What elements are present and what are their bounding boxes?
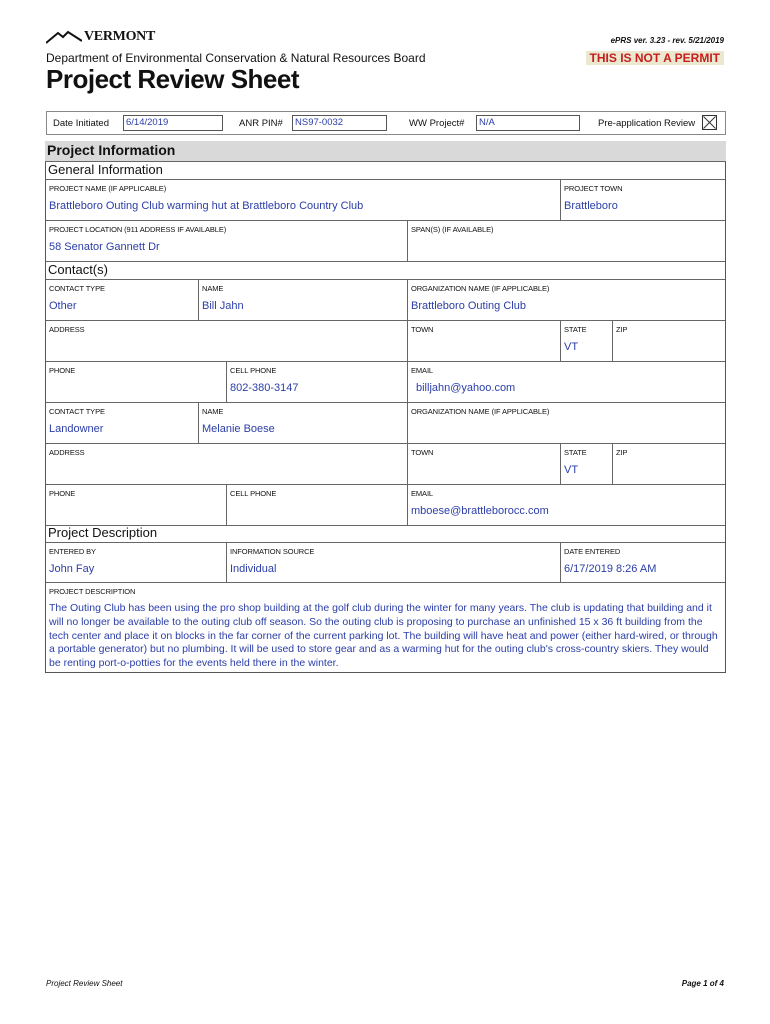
info-row — [46, 111, 726, 135]
span-label: SPAN(S) (IF AVAILABLE) — [411, 225, 494, 234]
contact-org-label: ORGANIZATION NAME (IF APPLICABLE) — [411, 407, 550, 416]
contact-email-cell[interactable] — [408, 485, 725, 526]
contact-zip-cell[interactable] — [613, 321, 725, 362]
contact-cell-phone-label: CELL PHONE — [230, 366, 277, 375]
date-entered-cell[interactable] — [561, 543, 725, 583]
page-title: Project Review Sheet — [46, 64, 299, 94]
project-location-cell[interactable] — [46, 221, 408, 262]
contact-email-label: EMAIL — [411, 366, 434, 375]
contact-name-value: Bill Jahn — [202, 300, 244, 312]
logo-text: VERMONT — [84, 29, 156, 44]
contact-email-value: mboese@brattleborocc.com — [411, 505, 549, 517]
ww-project-field[interactable]: N/A — [476, 115, 580, 131]
contact-zip-label: ZIP — [616, 325, 628, 334]
date-entered-label: DATE ENTERED — [564, 547, 621, 556]
project-description-value: The Outing Club has been using the pro shop building at the golf club during the winter for many years. The club is updating that building and it will no longer be available to the outing club off season. So the outing club is proposing to purchase an unfinished 15 x 36 ft building from the tech center and place it on blocks in the far corner of the current parking lot. The building will have heat and power (either hard-wired, or through a portable generator) but no plumbing. It will be used to store gear and as a warming hut for the outing club's cross-country skiers. They would be renting port-o-potties for the events held there in the winter. — [49, 602, 718, 670]
contact-cell-phone-label: CELL PHONE — [230, 489, 277, 498]
contact-town-cell[interactable] — [408, 444, 561, 485]
contact-name-cell[interactable] — [199, 403, 408, 444]
vermont-logo — [46, 27, 155, 47]
project-description-label: PROJECT DESCRIPTION — [49, 587, 136, 596]
project-description-header — [46, 526, 725, 543]
preapp-review-label: Pre-application Review — [598, 118, 696, 129]
contact-state-value: VT — [564, 464, 579, 476]
project-location-value: 58 Senator Gannett Dr — [49, 241, 160, 253]
contact-address-cell[interactable] — [46, 321, 408, 362]
contact-state-cell[interactable] — [561, 444, 613, 485]
contact-zip-label: ZIP — [616, 448, 628, 457]
project-town-label: PROJECT TOWN — [564, 184, 623, 193]
contact-email-cell[interactable] — [408, 362, 725, 403]
date-entered-value: 6/17/2019 8:26 AM — [564, 563, 657, 575]
contact-town-cell[interactable] — [408, 321, 561, 362]
project-town-value: Brattleboro — [564, 200, 618, 212]
not-permit-notice: THIS IS NOT A PERMIT — [586, 51, 724, 65]
contact-phone-label: PHONE — [49, 489, 76, 498]
department-name: Department of Environmental Conservation & Natural Resources Board — [46, 51, 426, 65]
date-initiated-field[interactable]: 6/14/2019 — [123, 115, 223, 131]
entered-by-value: John Fay — [49, 563, 95, 575]
span-cell[interactable] — [408, 221, 725, 262]
project-location-label: PROJECT LOCATION (911 ADDRESS IF AVAILABLE) — [49, 225, 227, 234]
contact-email-label: EMAIL — [411, 489, 434, 498]
contact-phone-label: PHONE — [49, 366, 76, 375]
contact-state-label: STATE — [564, 325, 587, 334]
contact-org-value: Brattleboro Outing Club — [411, 300, 526, 312]
contact-type-value: Landowner — [49, 423, 104, 435]
subsection-title: General Information — [48, 162, 163, 177]
information-source-label: INFORMATION SOURCE — [230, 547, 315, 556]
preapp-review-checkbox[interactable] — [702, 115, 717, 130]
contacts-title: Contact(s) — [48, 262, 108, 277]
date-initiated-label: Date Initiated — [53, 118, 109, 129]
contact-type-label: CONTACT TYPE — [49, 284, 105, 293]
contact-state-label: STATE — [564, 448, 587, 457]
anr-pin-label: ANR PIN# — [239, 118, 283, 129]
project-name-value: Brattleboro Outing Club warming hut at Brattleboro Country Club — [49, 200, 364, 212]
contact-org-cell[interactable] — [408, 403, 725, 444]
contact-zip-cell[interactable] — [613, 444, 725, 485]
contact-town-label: TOWN — [411, 325, 434, 334]
contact-cell-phone-cell[interactable] — [227, 362, 408, 403]
entered-by-label: ENTERED BY — [49, 547, 96, 556]
entered-by-cell[interactable] — [46, 543, 227, 583]
contact-org-label: ORGANIZATION NAME (IF APPLICABLE) — [411, 284, 550, 293]
contact-type-value: Other — [49, 300, 77, 312]
ww-project-label: WW Project# — [409, 118, 465, 129]
contact-type-label: CONTACT TYPE — [49, 407, 105, 416]
contact-org-cell[interactable] — [408, 280, 725, 321]
footer-document-name: Project Review Sheet — [46, 979, 123, 988]
contact-name-label: NAME — [202, 284, 224, 293]
information-source-value: Individual — [230, 563, 277, 575]
contact-cell-phone-cell[interactable] — [227, 485, 408, 526]
project-town-cell[interactable] — [561, 180, 725, 221]
general-information-header — [45, 162, 726, 180]
contact-cell-phone-value: 802-380-3147 — [230, 382, 299, 394]
contact-state-value: VT — [564, 341, 579, 353]
contact-type-cell[interactable] — [46, 403, 199, 444]
contact-address-label: ADDRESS — [49, 448, 85, 457]
project-description-title: Project Description — [48, 525, 158, 540]
contact-name-cell[interactable] — [199, 280, 408, 321]
project-description-cell[interactable] — [46, 583, 725, 672]
contact-name-value: Melanie Boese — [202, 423, 275, 435]
mountain-logo-icon — [46, 30, 82, 44]
section-title: Project Information — [47, 142, 176, 158]
contact-name-label: NAME — [202, 407, 224, 416]
information-source-cell[interactable] — [227, 543, 561, 583]
contact-email-value: billjahn@yahoo.com — [416, 382, 516, 394]
contact-phone-cell[interactable] — [46, 362, 227, 403]
project-name-label: PROJECT NAME (IF APPLICABLE) — [49, 184, 167, 193]
contact-town-label: TOWN — [411, 448, 434, 457]
contacts-header — [46, 262, 725, 280]
contact-address-label: ADDRESS — [49, 325, 85, 334]
contact-phone-cell[interactable] — [46, 485, 227, 526]
contact-type-cell[interactable] — [46, 280, 199, 321]
version-text: ePRS ver. 3.23 - rev. 5/21/2019 — [610, 36, 724, 45]
contact-address-cell[interactable] — [46, 444, 408, 485]
anr-pin-field[interactable]: NS97-0032 — [292, 115, 387, 131]
project-information-header — [45, 141, 726, 162]
project-name-cell[interactable] — [46, 180, 561, 221]
contact-state-cell[interactable] — [561, 321, 613, 362]
footer-page-number: Page 1 of 4 — [681, 979, 724, 988]
